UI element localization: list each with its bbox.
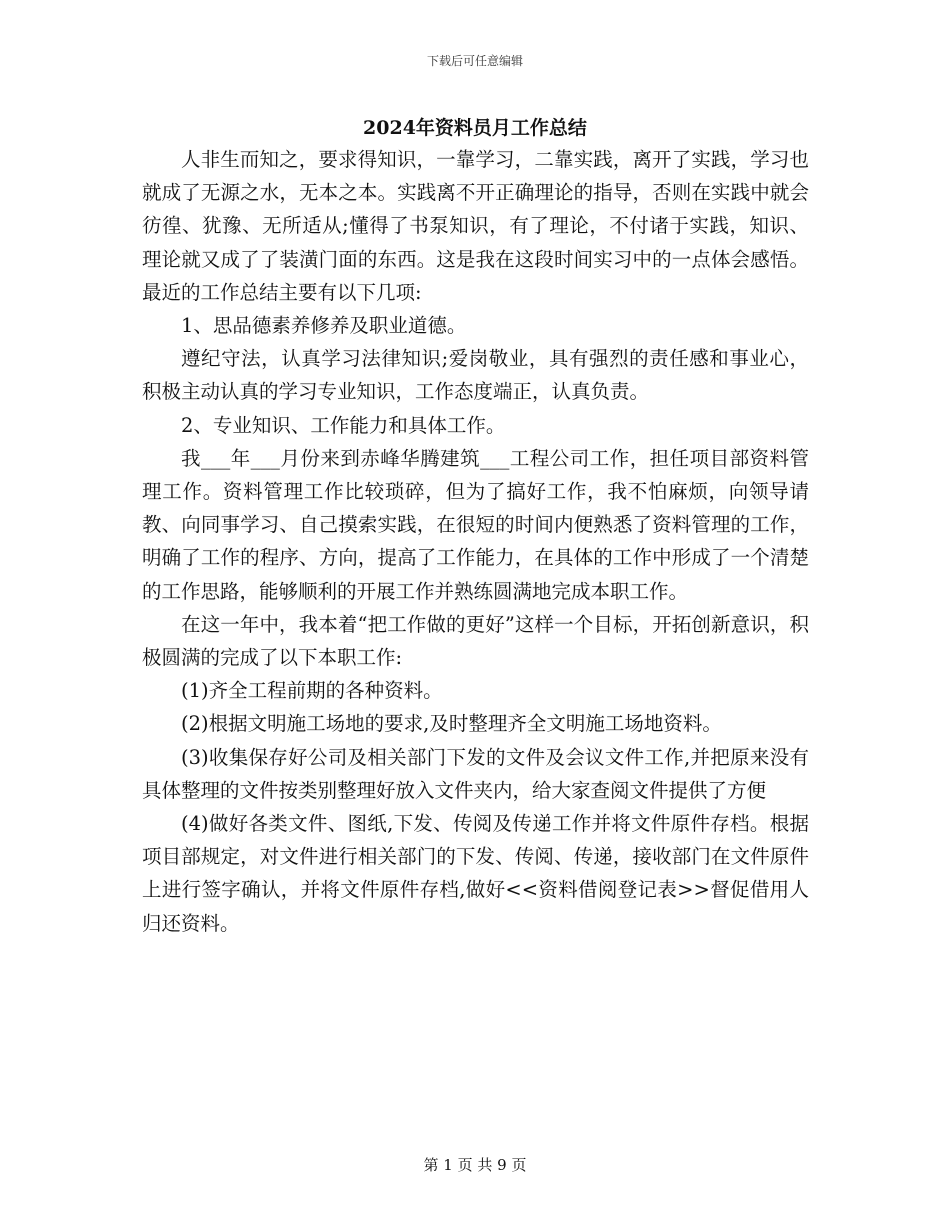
paragraph-item-3: (3)收集保存好公司及相关部门下发的文件及会议文件工作,并把原来没有具体整理的文件按类别整理好放入文件夹内，给大家查阅文件提供了方便 xyxy=(142,745,809,802)
paragraph-heading-1: 1、思品德素养修养及职业道德。 xyxy=(181,314,467,338)
paragraph-ethics: 遵纪守法，认真学习法律知识;爱岗敬业，具有强烈的责任感和事业心，积极主动认真的学习专业知识，工作态度端正，认真负责。 xyxy=(142,347,809,404)
page-number: 第 1 页 共 9 页 xyxy=(423,1156,527,1174)
paragraph-item-2: (2)根据文明施工场地的要求,及时整理齐全文明施工场地资料。 xyxy=(181,712,722,736)
paragraph-item-4: (4)做好各类文件、图纸,下发、传阅及传递工作并将文件原件存档。根据项目部规定，对文件进行相关部门的下发、传阅、传递，接收部门在文件原件上进行签字确认，并将文件原件存档,做好<<资料借阅登记表>>督促借用人归还资料。 xyxy=(142,812,809,935)
paragraph-heading-2: 2、专业知识、工作能力和具体工作。 xyxy=(181,413,506,437)
document-body xyxy=(142,143,809,940)
paragraph-work-experience: 我___年___月份来到赤峰华腾建筑___工程公司工作，担任项目部资料管理工作。资料管理工作比较琐碎，但为了搞好工作，我不怕麻烦，向领导请教、向同事学习、自己摸索实践，在很短的时间内便熟悉了资料管理的工作，明确了工作的程序、方向，提高了工作能力，在具体的工作中形成了一个清楚的工作思路，能够顺利的开展工作并熟练圆满地完成本职工作。 xyxy=(142,446,809,603)
paragraph-item-1: (1)齐全工程前期的各种资料。 xyxy=(181,679,443,703)
paragraph-intro: 人非生而知之，要求得知识，一靠学习，二靠实践，离开了实践，学习也就成了无源之水，无本之本。实践离不开正确理论的指导，否则在实践中就会彷徨、犹豫、无所适从;懂得了书泵知识，有了理论，不付诸于实践，知识、理论就又成了了装潢门面的东西。这是我在这段时间实习中的一点体会感悟。最近的工作总结主要有以下几项: xyxy=(142,148,809,304)
page-header-note: 下载后可任意编辑 xyxy=(426,54,523,68)
document-title: 2024年资料员月工作总结 xyxy=(363,117,587,139)
paragraph-year-goal: 在这一年中，我本着“把工作做的更好”这样一个目标，开拓创新意识，积极圆满的完成了以下本职工作: xyxy=(142,612,809,670)
